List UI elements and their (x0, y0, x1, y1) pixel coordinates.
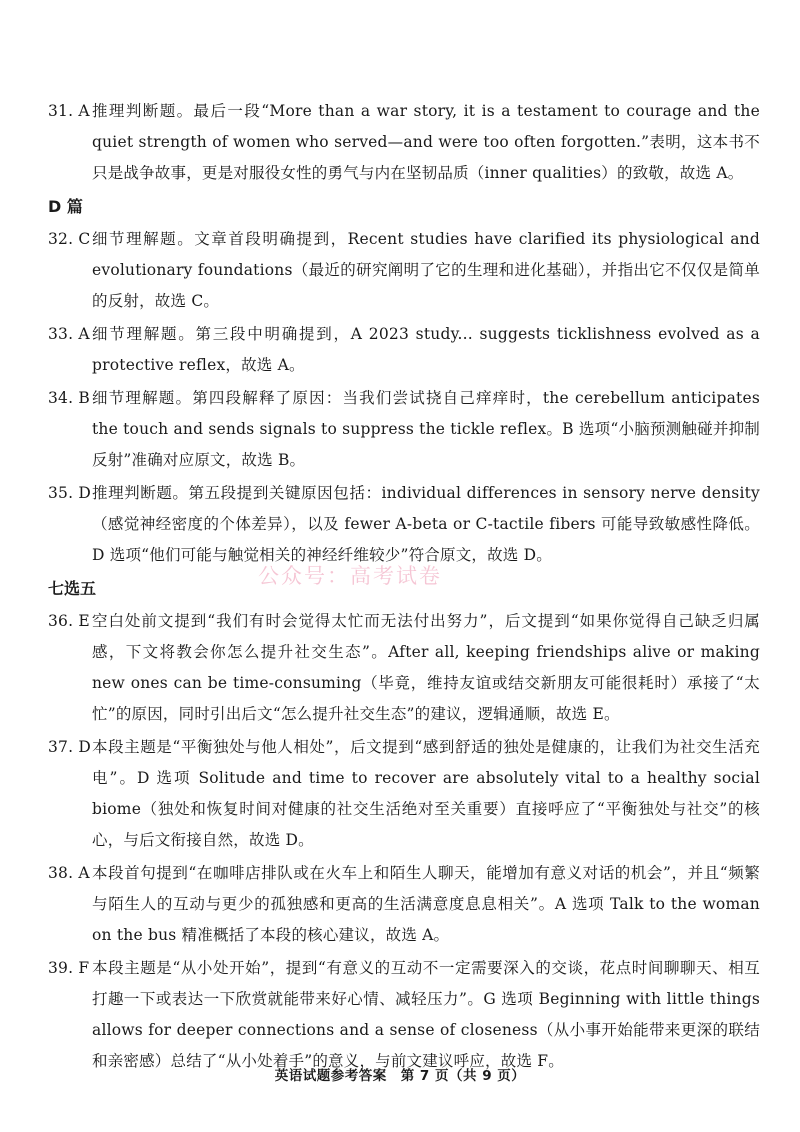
item-number: 34. B (48, 389, 90, 407)
item-number: 31. A (48, 102, 90, 120)
answer-item-33 (48, 319, 760, 381)
answer-item-37 (48, 732, 760, 856)
answer-item-39 (48, 953, 760, 1077)
item-explanation: 空白处前文提到“我们有时会觉得太忙而无法付出努力”，后文提到“如果你觉得自己缺乏归属感，下文将教会你怎么提升社交生态”。After all, keeping friendships alive or making new ones can be time-consuming（毕竟，维持友谊或结交新朋友可能很耗时）承接了“太忙”的原因，同时引出后文“怎么提升社交生态”的建议，逻辑通顺，故选 E。 (92, 612, 760, 723)
answer-item-31 (48, 96, 760, 189)
answer-item-35 (48, 478, 760, 571)
item-explanation: 细节理解题。文章首段明确提到，Recent studies have clarified its physiological and evolutionary foundations（最近的研究阐明了它的生理和进化基础），并指出它不仅仅是简单的反射，故选 C。 (92, 230, 760, 310)
item-explanation: 推理判断题。第五段提到关键原因包括：individual differences in sensory nerve density（感觉神经密度的个体差异），以及 fewer A-beta or C-tactile fibers 可能导致敏感性降低。D 选项“他们可能与触觉相关的神经纤维较少”符合原文，故选 D。 (92, 484, 760, 564)
item-explanation: 细节理解题。第四段解释了原因：当我们尝试挠自己痒痒时，the cerebellum anticipates the touch and sends signals to suppress the tickle reflex。B 选项“小脑预测触碰并抑制反射”准确对应原文，故选 B。 (92, 389, 760, 469)
page-footer: 英语试题参考答案 第 7 页（共 9 页） (274, 1068, 526, 1084)
answer-item-32 (48, 224, 760, 317)
item-number: 39. F (48, 959, 90, 977)
watermark: 公众号：高考试卷 (258, 564, 442, 588)
item-explanation: 细节理解题。第三段中明确提到，A 2023 study... suggests ticklishness evolved as a protective reflex，故选 A。 (92, 325, 760, 374)
answer-item-34 (48, 383, 760, 476)
item-number: 33. A (48, 325, 90, 343)
item-number: 36. E (48, 612, 90, 630)
answer-item-36 (48, 606, 760, 730)
item-explanation: 本段首句提到“在咖啡店排队或在火车上和陌生人聊天，能增加有意义对话的机会”，并且“频繁与陌生人的互动与更少的孤独感和更高的生活满意度息息相关”。A 选项 Talk to the woman on the bus 精准概括了本段的核心建议，故选 A。 (92, 864, 760, 944)
item-number: 32. C (48, 230, 91, 248)
item-number: 38. A (48, 864, 90, 882)
item-explanation: 本段主题是“从小处开始”，提到“有意义的互动不一定需要深入的交谈，花点时间聊聊天、相互打趣一下或表达一下欣赏就能带来好心情、减轻压力”。G 选项 Beginning with little things allows for deeper connections and a sense of closeness（从小事开始能带来更深的联结和亲密感）总结了“从小处着手”的意义，与前文建议呼应，故选 F。 (92, 959, 760, 1070)
section-heading-seven-choose-five: 七选五 (48, 579, 97, 598)
item-number: 37. D (48, 738, 92, 756)
item-explanation: 推理判断题。最后一段“More than a war story, it is a testament to courage and the quiet strength of women who served—and were too often forgotten.”表明，这本书不只是战争故事，更是对服役女性的勇气与内在坚韧品质（inner qualities）的致敬，故选 A。 (92, 102, 760, 182)
section-heading-d: D 篇 (48, 197, 83, 216)
item-number: 35. D (48, 484, 92, 502)
answer-item-38 (48, 858, 760, 951)
item-explanation: 本段主题是“平衡独处与他人相处”，后文提到“感到舒适的独处是健康的，让我们为社交生活充电”。D 选项 Solitude and time to recover are absolutely vital to a healthy social biome（独处和恢复时间对健康的社交生活绝对至关重要）直接呼应了“平衡独处与社交”的核心，与后文衔接自然，故选 D。 (92, 738, 760, 849)
